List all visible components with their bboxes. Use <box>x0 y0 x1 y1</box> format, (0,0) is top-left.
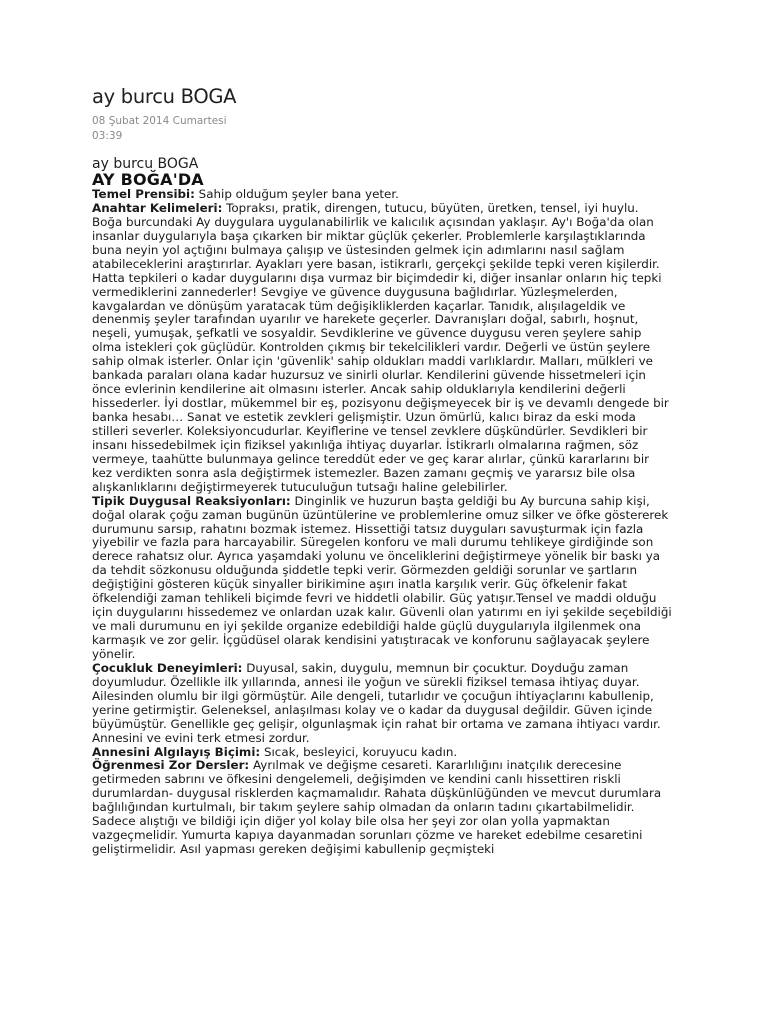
section-temel-prensibi <box>92 188 672 202</box>
section-label: Anahtar Kelimeleri: <box>92 200 223 215</box>
section-text: Ayrılmak ve değişme cesareti. Kararlılığını inatçılık derecesine getirmeden sabrını ve öfkesini dengelemeli, değişimden ve kendini canlı hissettiren riskli durumlardan- duygusal risklerden kaçmamalıdır. Rahata düşkünlüğünden ve mevcut durumlara bağlılığından kurtulmalı, bir takım şeylere sahip olmadan da onların tadını çıkartabilmelidir. Sadece alıştığı ve bildiği için diğer yol kolay bile olsa her şeyi zor olan yolla yapmaktan vazgeçmelidir. Yumurta kapıya dayanmadan sorunları çözme ve hareket edebilme cesaretini geliştirmelidir. Asıl yapması gereken değişimi kabullenip geçmişteki <box>92 758 662 857</box>
section-text: Duyusal, sakin, duygulu, memnun bir çocuktur. Doyduğu zaman doyumludur. Özellikle ilk yıllarında, annesi ile yoğun ve sürekli fiziksel temasa ihtiyaç duyar. Ailesinden olumlu bir ilgi görmüştür. Aile dengeli, tutarlıdır ve çocuğun ihtiyaçlarını kabullenip, yerine getirmiştir. Geleneksel, anlaşılması kolay ve o kadar da duygusal değildir. Güven içinde büyümüştür. Genellikle geç gelişir, olgunlaşmak için rahat bir ortama ve zamana ihtiyacı vardır. Annesini ve evini terk etmesi zordur. <box>92 660 661 745</box>
post-time: 03:39 <box>92 130 123 142</box>
section-anahtar-kelimeleri <box>92 202 672 216</box>
post-title: ay burcu BOGA <box>92 85 237 108</box>
section-label: Çocukluk Deneyimleri: <box>92 660 243 675</box>
article-subtitle: ay burcu BOGA <box>92 156 199 172</box>
section-text: Dinginlik ve huzurun başta geldiği bu Ay burcuna sahip kişi, doğal olarak çoğu zaman bugünün üzüntülerine ve problemlerine omuz silker ve öfke göstererek durumunu sarsıp, rahatını bozmak istemez. Hissettiği tatsız duyguları savuşturmak için fazla yiyebilir ve fazla para harcayabilir. Süregelen konforu ve mali durumu tehlikeye girdiğinde son derece rahatsız olur. Ayrıca yaşamdaki yolunu ve önceliklerini değiştirmeye yönelik bir baskı ya da tehdit sözkonusu olduğunda şiddetle tepki verir. Görmezden geldiği sorunlar ve şartların değiştiğini gösteren küçük sinyaller birikimine aşırı inatla karşılık verir. Güç öfkelenir fakat öfkelendiği zaman tehlikeli biçimde fevri ve hiddetli olabilir. Güç yatışır.Tensel ve maddi olduğu için duygularını hissedemez ve onlardan uzak kalır. Güvenli olan yatırımı en iyi şekilde seçebildiği ve mali durumunu en iyi şekilde organize edebildiği halde güçlü duygularıyla ilgilenmek ona karmaşık ve zor gelir. İçgüdüsel olarak kendisini yatıştıracak ve konforunu sağlayacak şeylere yönelir. <box>92 493 672 661</box>
section-main-description <box>92 216 672 495</box>
article-heading: AY BOĞA'DA <box>92 170 204 189</box>
section-label: Temel Prensibi: <box>92 187 195 201</box>
post-meta <box>92 114 672 144</box>
section-label: Tipik Duygusal Reaksiyonları: <box>92 493 291 508</box>
section-label: Öğrenmesi Zor Dersler: <box>92 758 250 773</box>
section-cocukluk-deneyimleri <box>92 662 672 746</box>
article-body <box>92 188 672 857</box>
post-date: 08 Şubat 2014 Cumartesi <box>92 115 227 127</box>
blog-post <box>92 84 672 857</box>
section-text: Topraksı, pratik, direngen, tutucu, büyüten, üretken, tensel, iyi huylu. <box>222 200 639 215</box>
section-text: Boğa burcundaki Ay duygulara uygulanabilirlik ve kalıcılık açısından yaklaşır. Ay'ı Boğa'da olan insanlar duygularıyla başa çıkarken bir miktar güçlük çekerler. Problemlerle karşılaştıklarında buna neyin yol açtığını bulmaya çalışıp ve üstesinden gelmek için adımlarını nasıl sağlam atabileceklerini araştırırlar. Ayakları yere basan, istikrarlı, gerçekçi şekilde tepki veren kişilerdir. Hatta tepkileri o kadar duygularını dışa vurmaz bir biçimdedir ki, diğer insanlar onların hiç tepki vermediklerini zannederler! Sevgiye ve güvence duygusuna bağlıdırlar. Yüzleşmelerden, kavgalardan ve dönüşüm yaratacak tüm değişikliklerden kaçarlar. Tanıdık, alışılageldik ve denenmiş şeyler tarafından uyarılır ve harekete geçerler. Davranışları doğal, sabırlı, hoşnut, neşeli, yumuşak, şefkatli ve sosyaldir. Sevdiklerine ve güvence duygusu veren şeylere sahip olma istekleri çok güçlüdür. Kontrolden çıkmış bir tekelcilikleri vardır. Değerli ve üstün şeylere sahip olmak isterler. Onlar için 'güvenlik' sahip oldukları maddi varlıklardır. Malları, mülkleri ve bankada paraları olana kadar huzursuz ve sinirli olurlar. Kendilerini güvende hissetmeleri için önce evlerinin kendilerine ait olmasını isterler. Ancak sahip olduklarıyla kendilerini değerli hissederler. İyi dostlar, mükemmel bir eş, pozisyonu değişmeyecek bir iş ve devamlı dengede bir banka hesabı… Sanat ve estetik zevkleri gelişmiştir. Uzun ömürlü, kalıcı biraz da eski moda stilleri severler. Koleksiyoncudurlar. Keyiflerine ve tensel zevklere düşkündürler. Sevdikleri bir insanı hissedebilmek için fiziksel yakınlığa ihtiyaç duyarlar. İstikrarlı olmalarına rağmen, söz vermeye, taahütte bulunmaya gelince tereddüt eder ve geç karar alırlar, çünkü kararlarını bir kez verdikten sonra asla değiştirmek istemezler. Bazen zamanı geçmiş ve yararsız bile olsa alışkanlıklarını değiştirmeyerek tutuculuğun tutsağı haline gelebilirler. <box>92 214 669 494</box>
section-label: Annesini Algılayış Biçimi: <box>92 744 261 759</box>
section-text: Sahip olduğum şeyler bana yeter. <box>194 187 399 201</box>
section-text: Sıcak, besleyici, koruyucu kadın. <box>260 744 458 759</box>
section-ogrenmesi-zor-dersler <box>92 759 672 857</box>
section-tipik-duygusal-reaksiyonlari <box>92 495 672 662</box>
